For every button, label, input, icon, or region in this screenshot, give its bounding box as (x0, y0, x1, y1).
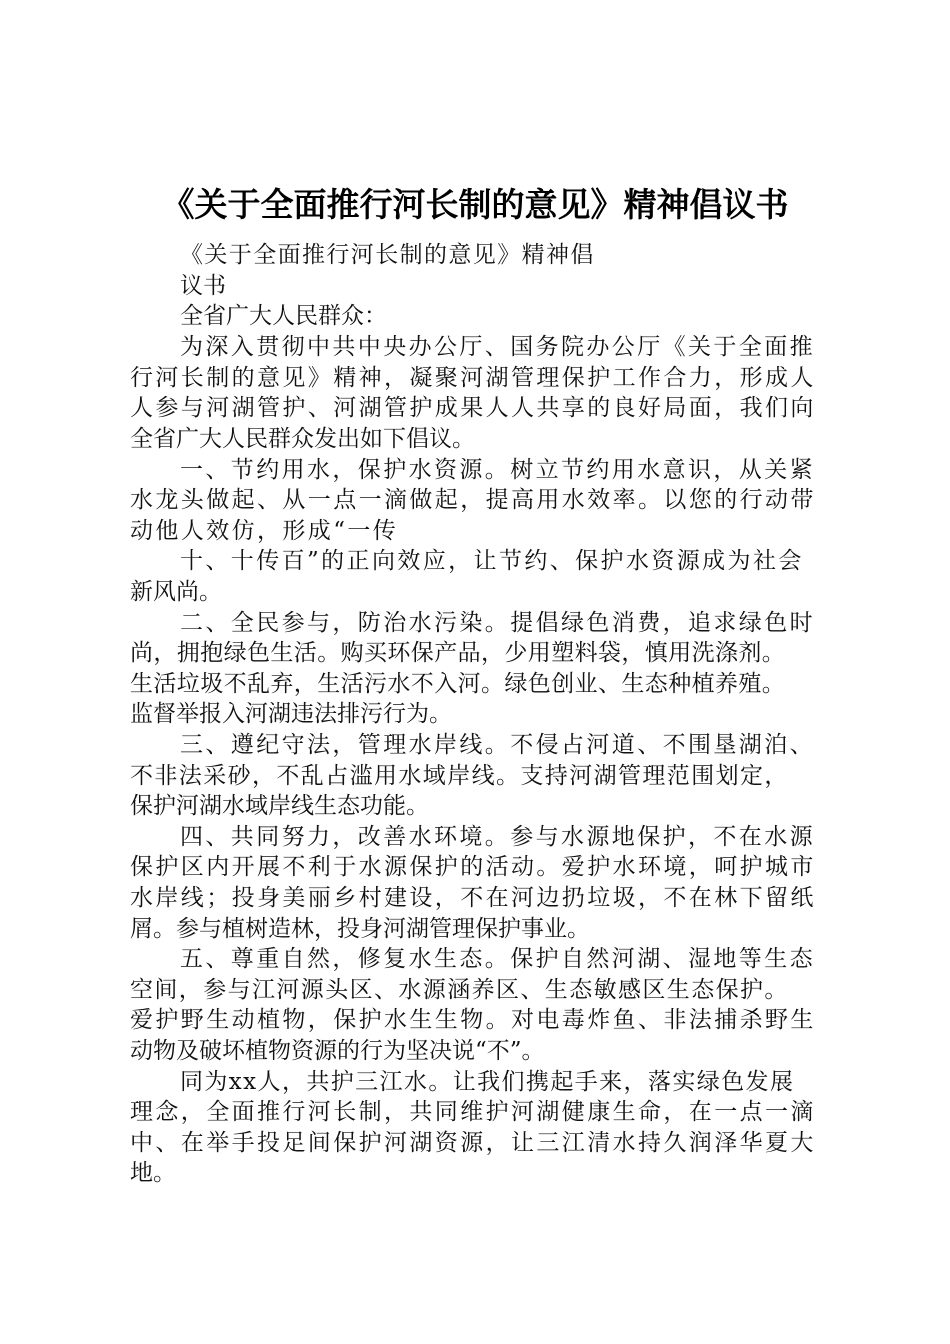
paragraph-line: 保护河湖水域岸线生态功能。 (130, 793, 429, 819)
paragraph-line: 三、遵纪守法，管理水岸线。不侵占河道、不围垦湖泊、 (180, 732, 815, 758)
paragraph-line: 动物及破坏植物资源的行为坚决说“不”。 (130, 1038, 545, 1064)
paragraph-line: 新风尚。 (130, 579, 222, 605)
paragraph-line: 全省广大人民群众发出如下倡议。 (130, 426, 475, 452)
paragraph-line: 一、节约用水，保护水资源。树立节约用水意识，从关紧 (180, 457, 815, 483)
subtitle-line: 议书 (180, 273, 226, 299)
paragraph-line: 地。 (130, 1160, 176, 1186)
paragraph-line: 爱护野生动植物，保护水生生物。对电毒炸鱼、非法捕杀野生 (130, 1007, 816, 1033)
paragraph-line: 动他人效仿，形成“一传 (130, 518, 399, 544)
paragraph-line: 理念，全面推行河长制，共同维护河湖健康生命，在一点一滴 (130, 1099, 816, 1125)
paragraph-line: 五、尊重自然，修复水生态。保护自然河湖、湿地等生态 (180, 946, 815, 972)
paragraph-line: 监督举报入河湖违法排污行为。 (130, 701, 452, 727)
paragraph-line: 保护区内开展不利于水源保护的活动。爱护水环境，呵护城市 (130, 854, 816, 880)
document-title: 《关于全面推行河长制的意见》精神倡议书 (161, 185, 789, 224)
paragraph-line: 十、十传百”的正向效应，让节约、保护水资源成为社会 (180, 548, 804, 574)
paragraph-line: 同为xx人，共护三江水。让我们携起手来，落实绿色发展 (180, 1069, 795, 1095)
paragraph-line: 尚，拥抱绿色生活。购买环保产品，少用塑料袋，慎用洗涤剂。 (130, 640, 786, 666)
salutation: 全省广大人民群众： (180, 303, 387, 329)
paragraph-line: 水岸线；投身美丽乡村建设，不在河边扔垃圾，不在林下留纸 (130, 885, 816, 911)
paragraph-line: 中、在举手投足间保护河湖资源，让三江清水持久润泽华夏大 (130, 1130, 816, 1156)
paragraph-line: 二、全民参与，防治水污染。提倡绿色消费，追求绿色时 (180, 610, 815, 636)
paragraph-line: 不非法采砂，不乱占滥用水域岸线。支持河湖管理范围划定， (130, 763, 789, 789)
paragraph-line: 水龙头做起、从一点一滴做起，提高用水效率。以您的行动带 (130, 487, 816, 513)
paragraph-line: 行河长制的意见》精神，凝聚河湖管理保护工作合力，形成人 (130, 365, 816, 391)
subtitle-line: 《关于全面推行河长制的意见》精神倡 (180, 242, 595, 268)
paragraph-line: 屑。参与植树造林，投身河湖管理保护事业。 (130, 916, 590, 942)
paragraph-line: 生活垃圾不乱弃，生活污水不入河。绿色创业、生态种植养殖。 (130, 671, 786, 697)
paragraph-line: 人参与河湖管护、河湖管护成果人人共享的良好局面，我们向 (130, 395, 816, 421)
paragraph-line: 空间，参与江河源头区、水源涵养区、生态敏感区生态保护。 (130, 977, 789, 1003)
paragraph-line: 为深入贯彻中共中央办公厅、国务院办公厅《关于全面推 (180, 334, 815, 360)
paragraph-line: 四、共同努力，改善水环境。参与水源地保护，不在水源 (180, 824, 815, 850)
